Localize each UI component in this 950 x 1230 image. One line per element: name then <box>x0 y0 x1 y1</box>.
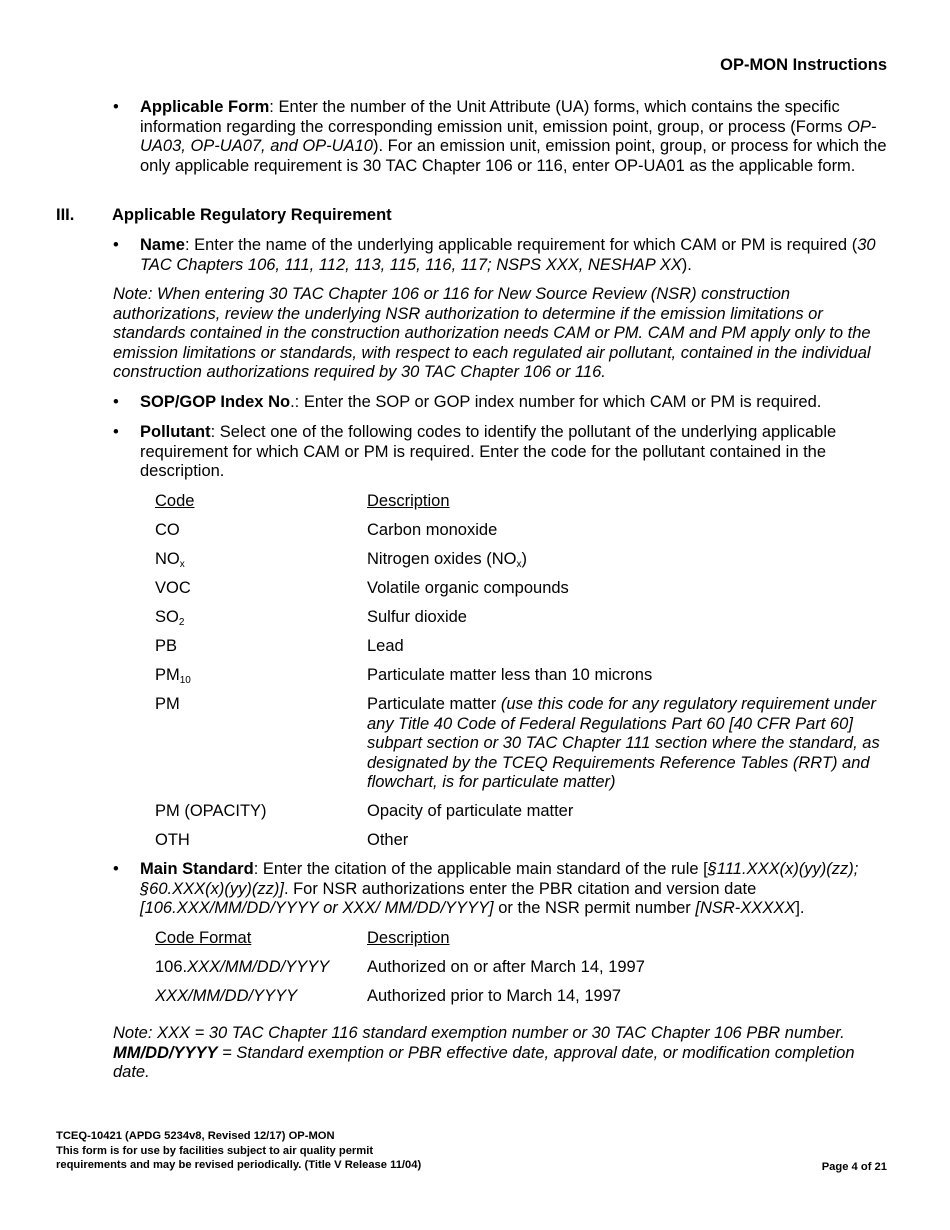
description-cell: Other <box>367 831 409 849</box>
note-bold-date: MM/DD/YYYY <box>113 1043 218 1062</box>
description-text: Nitrogen oxides (NO <box>367 550 517 568</box>
code-text: 106. <box>155 958 188 976</box>
code-cell: VOC <box>155 579 191 597</box>
main-standard-text-1: : Enter the citation of the applicable main standard of the rule [ <box>253 860 708 878</box>
code-cell: PB <box>155 637 178 655</box>
description-cell <box>367 695 907 793</box>
main-standard-citation: §111.XXX(x)(yy)(zz); §60.XXX(x)(yy)(zz)] <box>140 860 859 898</box>
main-standard-text-3: or the NSR permit number <box>493 899 696 918</box>
note-text-1: Note: XXX = 30 TAC Chapter 116 standard exemption number or 30 TAC Chapter 106 PBR number. <box>113 1024 845 1042</box>
description-cell: Carbon monoxide <box>367 521 498 539</box>
sop-index-item <box>140 393 900 413</box>
name-text-2: ). <box>681 255 692 274</box>
description-cell: Opacity of particulate matter <box>367 802 574 820</box>
description-cell: Volatile organic compounds <box>367 579 569 597</box>
note-text-2: = Standard exemption or PBR effective date, approval date, or modification completion date. <box>113 1043 855 1082</box>
code-format-column-header: Code Format <box>155 929 252 947</box>
code-cell: OTH <box>155 831 190 849</box>
applicable-form-text-1: : Enter the number of the Unit Attribute (UA) forms, which contains the specific information regarding the corresponding emission unit, emission point, group, or process (Forms <box>140 98 848 136</box>
code-subscript: 10 <box>179 675 191 686</box>
pollutant-item <box>140 423 880 482</box>
main-standard-nsr-format: [NSR-XXXXX <box>695 899 796 918</box>
footer-line-2: This form is for use by facilities subject to air quality permit <box>56 1144 374 1157</box>
sop-index-text: .: Enter the SOP or GOP index number for which CAM or PM is required. <box>290 393 822 411</box>
pollutant-label: Pollutant <box>140 423 211 441</box>
main-standard-pbr-format: [106.XXX/MM/DD/YYYY or XXX/ MM/DD/YYYY] <box>140 899 494 918</box>
code-cell <box>155 666 191 686</box>
applicable-form-label: Applicable Form <box>140 98 270 116</box>
page-header-title: OP-MON Instructions <box>720 56 887 74</box>
code-cell: XXX/MM/DD/YYYY <box>155 987 298 1005</box>
description-cell <box>367 550 907 570</box>
description-column-header: Description <box>367 492 450 510</box>
description-italic: (use this code for any regulatory requirement under any Title 40 Code of Federal Regulations Part 60 [40 CFR Part 60] subpart section or 30 TAC Chapter 111 section where the standard, as designated by the TCEQ Requirements Reference Tables (RRT) and flowchart, is for particulate matter) <box>367 695 880 792</box>
code-text: SO <box>155 608 179 626</box>
code-text: PM <box>155 666 180 684</box>
main-standard-text-4: ]. <box>795 899 805 918</box>
description-cell: Sulfur dioxide <box>367 608 467 626</box>
main-standard-label: Main Standard <box>140 860 254 878</box>
applicable-form-text-2: ). For an emission unit, emission point, group, or process for which the only applicable requirement is 30 TAC Chapter 106 or 116, enter OP-UA01 as the applicable form. <box>140 137 887 175</box>
description-cell: Authorized on or after March 14, 1997 <box>367 958 645 976</box>
page-number: Page 4 of 21 <box>821 1161 887 1173</box>
main-standard-text-2: . For NSR authorizations enter the PBR citation and version date <box>283 879 757 898</box>
date-format-note <box>113 1024 888 1083</box>
code-column-header: Code <box>155 492 195 510</box>
footer-line-3: requirements and may be revised periodically. (Title V Release 11/04) <box>56 1159 422 1171</box>
code-italic: XXX/MM/DD/YYYY <box>187 958 330 976</box>
footer <box>56 1129 421 1173</box>
code-cell <box>155 550 185 570</box>
applicable-form-forms: OP-UA03, OP-UA07, and OP-UA10 <box>140 117 877 156</box>
code-subscript: 2 <box>178 617 185 628</box>
pollutant-text: : Select one of the following codes to identify the pollutant of the underlying applicable requirement for which CAM or PM is required. Enter the code for the pollutant contained in the description. <box>140 423 837 481</box>
code-cell <box>155 608 184 628</box>
main-standard-item <box>140 860 900 919</box>
description-text: Particulate matter <box>367 695 501 713</box>
description-column-header: Description <box>367 929 450 947</box>
description-cell: Particulate matter less than 10 microns <box>367 666 653 684</box>
description-cell: Authorized prior to March 14, 1997 <box>367 987 622 1005</box>
footer-form-id: TCEQ-10421 (APDG 5234v8, Revised 12/17) OP-MON <box>56 1130 335 1142</box>
name-item <box>140 236 900 275</box>
description-text-end: ) <box>521 550 527 568</box>
code-cell: PM (OPACITY) <box>155 802 267 820</box>
section-number: III. <box>56 206 75 224</box>
sop-index-label: SOP/GOP Index No <box>140 393 291 411</box>
name-text-1: : Enter the name of the underlying applicable requirement for which CAM or PM is required ( <box>184 236 858 254</box>
nsr-note: Note: When entering 30 TAC Chapter 106 or 116 for New Source Review (NSR) construction authorizations, review the underlying NSR authorization to determine if the emission limitations or standards contained in the construction authorization needs CAM or PM. CAM and PM apply only to the emission limitations or standards, with respect to each regulated air pollutant, contained in the individual construction authorizations required by 30 TAC Chapter 106 or 116. <box>113 285 871 382</box>
name-chapters: 30 TAC Chapters 106, 111, 112, 113, 115, 116, 117; NSPS XXX, NESHAP XX <box>140 236 876 274</box>
code-cell: CO <box>155 521 180 539</box>
code-cell <box>155 958 329 978</box>
code-text: NO <box>155 550 180 568</box>
description-subscript: x <box>516 559 522 570</box>
section-title: Applicable Regulatory Requirement <box>112 206 392 224</box>
code-subscript: x <box>179 559 185 570</box>
code-cell: PM <box>155 695 180 713</box>
name-label: Name <box>140 236 185 254</box>
description-cell: Lead <box>367 637 404 655</box>
applicable-form-item <box>140 98 900 176</box>
